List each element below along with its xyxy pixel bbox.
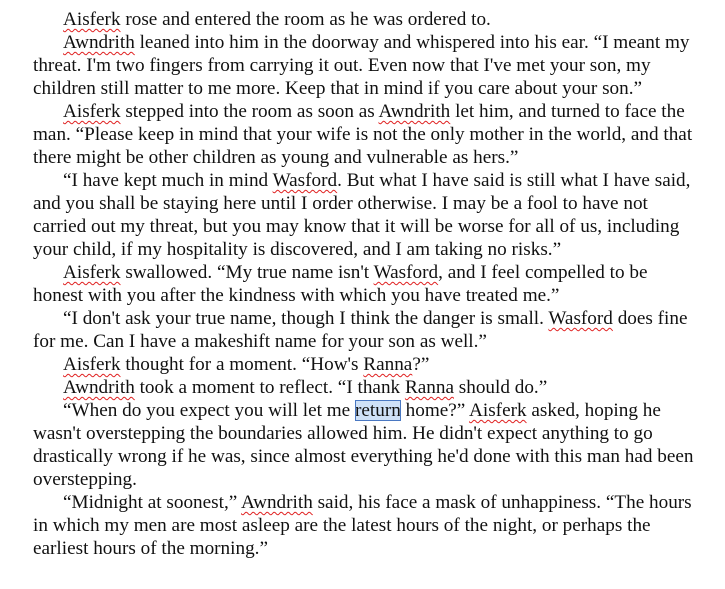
- text-run: let him, and turned to face the man. “Please keep in mind that your wife is not the only mother in the world, and that there might be other children as young and vulnerable as hers.”: [33, 101, 693, 168]
- document-body[interactable]: [33, 8, 697, 560]
- misspelled-word[interactable]: Awndrith: [63, 377, 135, 398]
- text-run: leaned into him in the doorway and whispered into his ear. “I meant my threat. I'm two fingers from carrying it out. Even now that I've met your son, my children still matter to me more. Keep that in mind if you care about your son.”: [33, 32, 690, 99]
- text-run: “When do you expect you will let me: [63, 400, 355, 421]
- paragraph[interactable]: [33, 8, 697, 31]
- paragraph[interactable]: [33, 100, 697, 169]
- misspelled-word[interactable]: Aisferk: [63, 354, 121, 375]
- misspelled-word[interactable]: Awndrith: [378, 101, 451, 122]
- text-run: home?”: [400, 400, 470, 421]
- misspelled-word[interactable]: Wasford: [272, 170, 338, 191]
- misspelled-word[interactable]: Ranna: [363, 354, 413, 375]
- misspelled-word[interactable]: Aisferk: [469, 400, 527, 421]
- misspelled-word[interactable]: Aisferk: [63, 262, 121, 283]
- text-run: ?”: [412, 354, 430, 375]
- text-run: “I have kept much in mind: [63, 170, 273, 191]
- text-run: took a moment to reflect. “I thank: [134, 377, 405, 398]
- selected-word[interactable]: return: [355, 400, 401, 421]
- paragraph[interactable]: [33, 353, 697, 376]
- text-run: does fine for me. Can I have a makeshift name for your son as well.”: [33, 308, 688, 352]
- paragraph[interactable]: [33, 307, 697, 353]
- paragraph[interactable]: [33, 399, 697, 491]
- text-run: thought for a moment. “How's: [120, 354, 364, 375]
- misspelled-word[interactable]: Wasford: [373, 262, 439, 283]
- misspelled-word[interactable]: Wasford: [548, 308, 613, 329]
- text-run: asked, hoping he wasn't overstepping the boundaries allowed him. He didn't expect anything to go drastically wrong if he was, since almost everything he'd done with this man had been overstepping.: [33, 400, 694, 490]
- paragraph[interactable]: [33, 376, 697, 399]
- text-run: , and I feel compelled to be honest with you after the kindness with which you have treated me.”: [33, 262, 648, 306]
- misspelled-word[interactable]: Awndrith: [241, 492, 313, 513]
- text-run: rose and entered the room as he was ordered to.: [120, 9, 491, 30]
- paragraph[interactable]: [33, 261, 697, 307]
- text-run: . But what I have said is still what I have said, and you shall be staying here until I order otherwise. I may be a fool to have not carried out my threat, but you may know that it will be worse for all of us, including your child, if my hospitality is discovered, and I am taking no risks.”: [33, 170, 691, 260]
- paragraph[interactable]: [33, 169, 697, 261]
- paragraph[interactable]: [33, 491, 697, 560]
- text-run: “Midnight at soonest,”: [63, 492, 241, 513]
- text-run: said, his face a mask of unhappiness. “The hours in which my men are most asleep are the latest hours of the night, or perhaps the earliest hours of the morning.”: [33, 492, 692, 559]
- text-run: stepped into the room as soon as: [120, 101, 379, 122]
- misspelled-word[interactable]: Aisferk: [63, 9, 121, 30]
- misspelled-word[interactable]: Awndrith: [63, 32, 135, 53]
- misspelled-word[interactable]: Aisferk: [63, 101, 121, 122]
- misspelled-word[interactable]: Ranna: [404, 377, 454, 398]
- paragraph[interactable]: [33, 31, 697, 100]
- text-run: swallowed. “My true name isn't: [120, 262, 374, 283]
- text-run: “I don't ask your true name, though I think the danger is small.: [63, 308, 549, 329]
- text-run: should do.”: [453, 377, 548, 398]
